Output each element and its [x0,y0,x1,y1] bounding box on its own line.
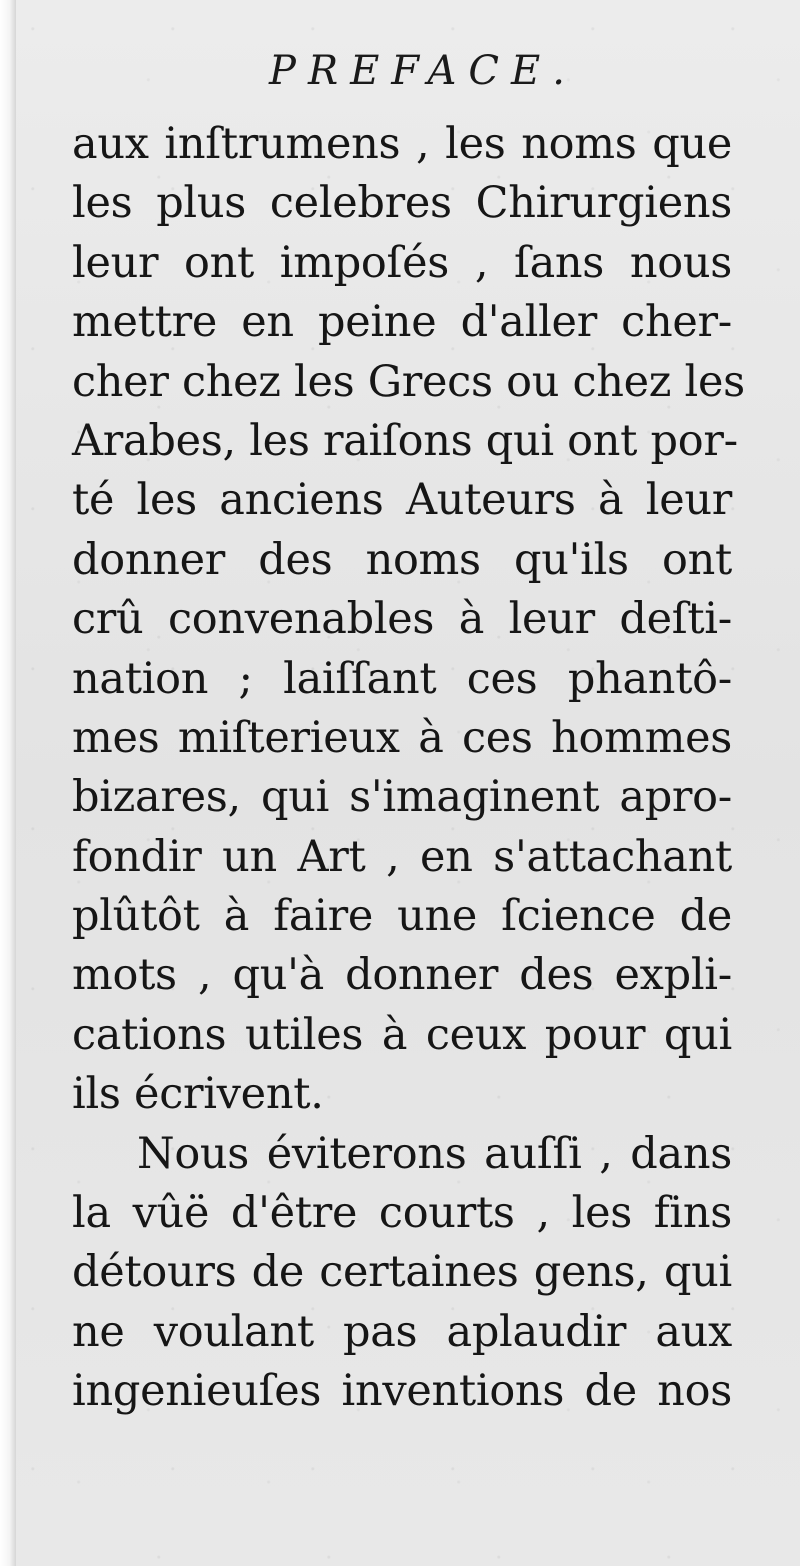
text-line: détours de certaines gens, qui [72,1247,732,1298]
text-line: té les anciens Auteurs à leur [72,475,732,526]
text-line: mots , qu'à donner des expli- [72,950,732,1001]
text-line: aux inſtrumens , les noms que [72,119,732,169]
text-line: fondir un Art , en s'attachant [72,831,732,882]
text-line: plûtôt à faire une ſcience de [72,891,732,942]
text-line: ils écrivent. [72,1069,324,1120]
body-text [72,115,745,1422]
text-line: crû convenables à leur deſti- [72,594,732,645]
text-line: ne voulant pas aplaudir aux [72,1306,732,1357]
text-line: bizares, qui s'imaginent apro- [72,772,732,823]
text-line: la vûë d'être courts , les fins [72,1188,732,1239]
text-line: donner des noms qu'ils ont [72,534,732,585]
text-line: cations utiles à ceux pour qui [72,1009,732,1060]
text-line: leur ont impoſés , ſans nous [72,237,732,288]
running-head: PREFACE. [269,48,577,94]
text-line: nation ; laiſſant ces phantô- [72,653,732,704]
text-line: Arabes, les raiſons qui ont por- [72,415,738,466]
text-line: ingenieuſes inventions de nos [72,1366,732,1417]
page-gutter [0,0,16,1566]
text-line: mes miſterieux à ces hommes [72,712,732,763]
text-line: les plus celebres Chirurgiens [72,178,732,229]
text-line: cher chez les Grecs ou chez les [72,356,745,407]
text-line: Nous éviterons auſſi , dans [137,1128,732,1179]
text-line: mettre en peine d'aller cher- [72,297,732,348]
